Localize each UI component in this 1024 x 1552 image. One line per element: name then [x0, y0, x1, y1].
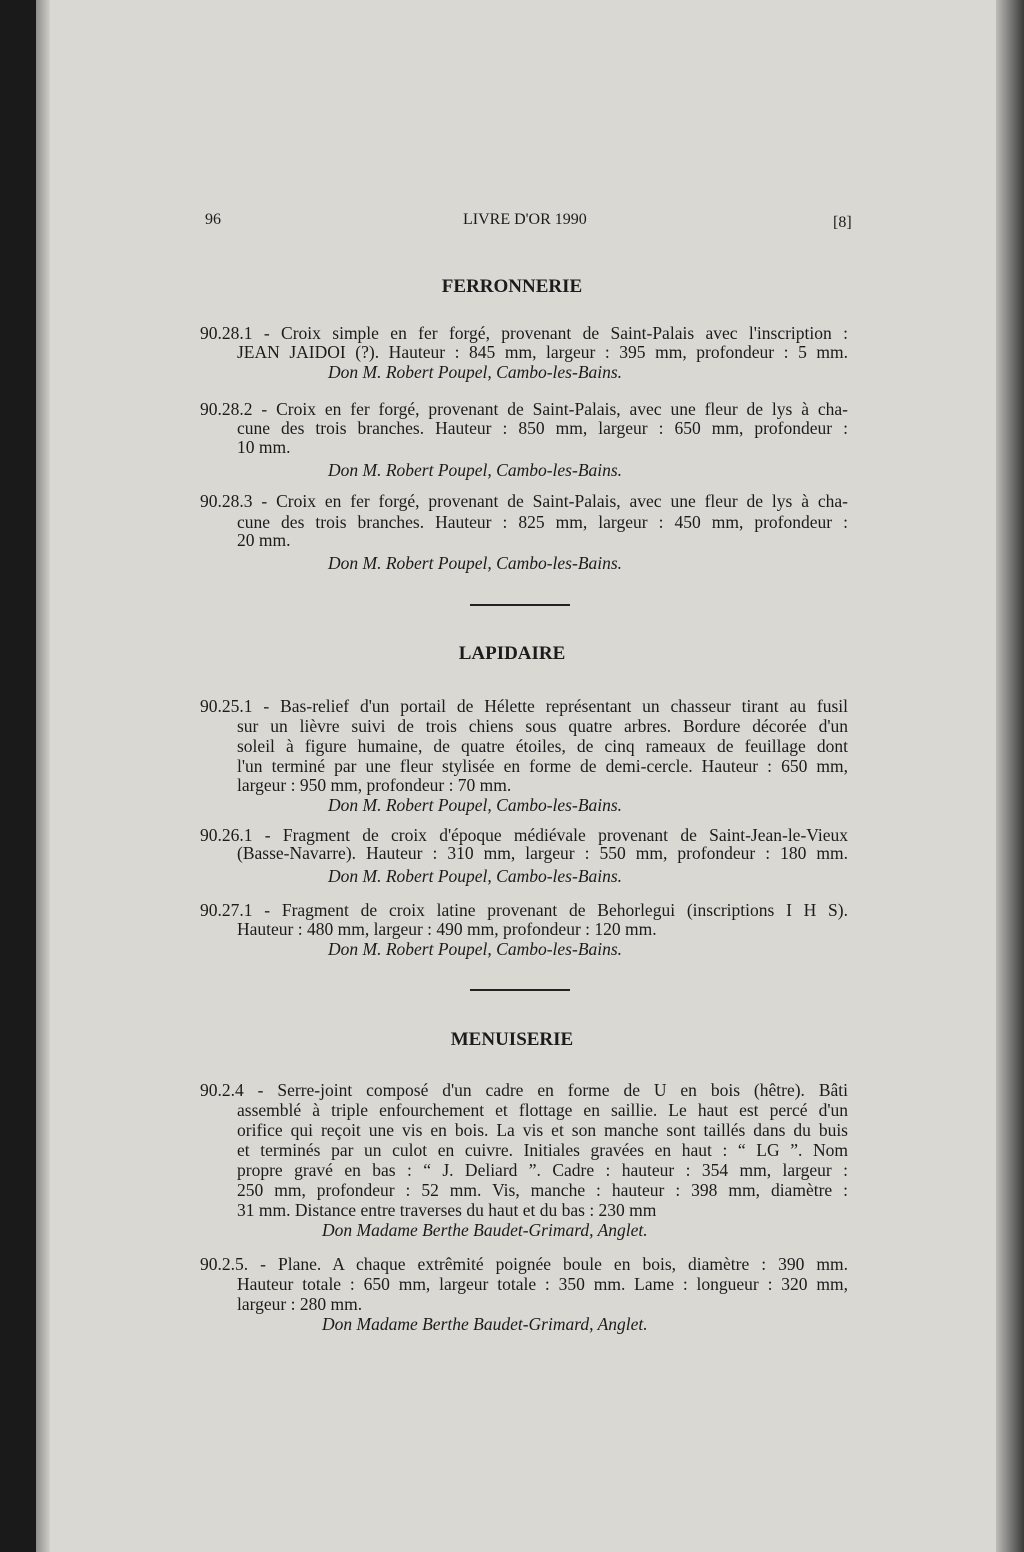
- section-divider: [470, 989, 570, 991]
- entry-line: 90.26.1 - Fragment de croix d'époque médiévale provenant de Saint-Jean-le-Vieux: [200, 825, 848, 845]
- entry-line: (Basse-Navarre). Hauteur : 310 mm, largeur : 550 mm, profondeur : 180 mm.: [237, 843, 848, 863]
- entry-line: sur un lièvre suivi de trois chiens sous quatre arbres. Bordure décorée d'un: [237, 716, 848, 736]
- entry-line: cune des trois branches. Hauteur : 825 mm, largeur : 450 mm, profondeur :: [237, 512, 848, 532]
- section-title: FERRONNERIE: [441, 276, 583, 297]
- section-divider: [470, 604, 570, 606]
- entry-line: cune des trois branches. Hauteur : 850 mm, largeur : 650 mm, profondeur :: [237, 418, 848, 438]
- page-binding: [36, 0, 50, 1552]
- entry-line: et terminés par un culot en cuivre. Initiales gravées en haut : “ LG ”. Nom: [237, 1140, 848, 1160]
- donor: Don M. Robert Poupel, Cambo-les-Bains.: [328, 939, 623, 959]
- entry-line: 31 mm. Distance entre traverses du haut et du bas : 230 mm: [237, 1200, 657, 1220]
- section-title: LAPIDAIRE: [458, 643, 566, 664]
- page-number: 96: [205, 211, 221, 228]
- donor: Don M. Robert Poupel, Cambo-les-Bains.: [328, 362, 623, 382]
- entry-line: 90.25.1 - Bas-relief d'un portail de Hélette représentant un chasseur tirant au fusil: [200, 696, 848, 716]
- donor: Don M. Robert Poupel, Cambo-les-Bains.: [328, 795, 623, 815]
- section-ref: [8]: [833, 214, 852, 231]
- entry-line: propre gravé en bas : “ J. Deliard ”. Cadre : hauteur : 354 mm, largeur :: [237, 1160, 848, 1180]
- entry-line: 90.28.1 - Croix simple en fer forgé, provenant de Saint-Palais avec l'inscription :: [200, 323, 848, 343]
- entry-line: 20 mm.: [237, 530, 291, 550]
- entry-line: 250 mm, profondeur : 52 mm. Vis, manche : hauteur : 398 mm, diamètre :: [237, 1180, 848, 1200]
- entry-line: largeur : 280 mm.: [237, 1294, 363, 1314]
- entry-line: l'un terminé par une fleur stylisée en forme de demi-cercle. Hauteur : 650 mm,: [237, 756, 848, 776]
- donor: Don M. Robert Poupel, Cambo-les-Bains.: [328, 866, 623, 886]
- entry-line: soleil à figure humaine, de quatre étoiles, de cinq rameaux de feuillage dont: [237, 736, 848, 756]
- page-edge: [996, 0, 1024, 1552]
- donor: Don M. Robert Poupel, Cambo-les-Bains.: [328, 553, 623, 573]
- entry-line: JEAN JAIDOI (?). Hauteur : 845 mm, largeur : 395 mm, profondeur : 5 mm.: [237, 342, 848, 362]
- donor: Don Madame Berthe Baudet-Grimard, Anglet.: [322, 1220, 648, 1240]
- entry-line: assemblé à triple enfourchement et flottage en saillie. Le haut est percé d'un: [237, 1100, 848, 1120]
- running-title: LIVRE D'OR 1990: [463, 211, 587, 228]
- entry-line: Hauteur : 480 mm, largeur : 490 mm, profondeur : 120 mm.: [237, 919, 657, 939]
- donor: Don Madame Berthe Baudet-Grimard, Anglet.: [322, 1314, 648, 1334]
- entry-line: 90.2.4 - Serre-joint composé d'un cadre en forme de U en bois (hêtre). Bâti: [200, 1080, 848, 1100]
- entry-line: orifice qui reçoit une vis en bois. La vis et son manche sont taillés dans du buis: [237, 1120, 848, 1140]
- section-title: MENUISERIE: [450, 1029, 574, 1050]
- entry-line: 90.27.1 - Fragment de croix latine provenant de Behorlegui (inscriptions I H S).: [200, 900, 848, 920]
- donor: Don M. Robert Poupel, Cambo-les-Bains.: [328, 460, 623, 480]
- entry-line: largeur : 950 mm, profondeur : 70 mm.: [237, 775, 512, 795]
- entry-line: 90.2.5. - Plane. A chaque extrêmité poignée boule en bois, diamètre : 390 mm.: [200, 1254, 848, 1274]
- entry-line: 90.28.3 - Croix en fer forgé, provenant de Saint-Palais, avec une fleur de lys à cha-: [200, 491, 848, 511]
- entry-line: 10 mm.: [237, 437, 291, 457]
- entry-line: 90.28.2 - Croix en fer forgé, provenant de Saint-Palais, avec une fleur de lys à cha-: [200, 399, 848, 419]
- entry-line: Hauteur totale : 650 mm, largeur totale : 350 mm. Lame : longueur : 320 mm,: [237, 1274, 848, 1294]
